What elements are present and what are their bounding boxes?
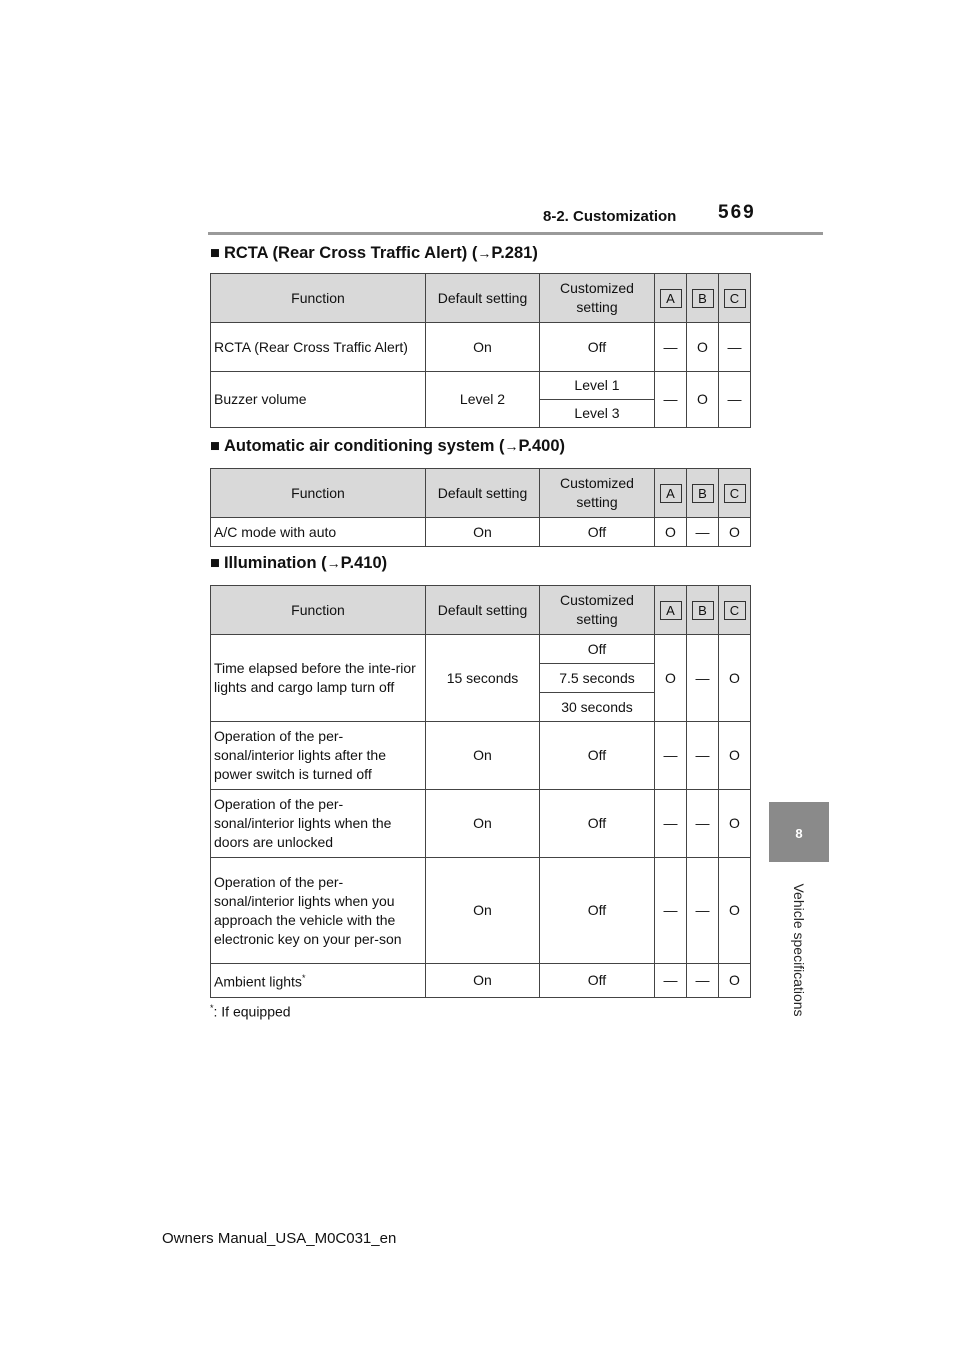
- custom-cell: Off: [540, 964, 655, 998]
- b-cell: O: [687, 372, 719, 428]
- table-row: [211, 858, 751, 964]
- footnote-text: : If equipped: [213, 1003, 291, 1020]
- custom-cell: Off: [540, 323, 655, 372]
- square-bullet-icon: ■: [210, 554, 220, 572]
- default-cell: On: [426, 858, 540, 964]
- c-cell: O: [719, 518, 751, 547]
- settings-table-air-conditioning: [210, 468, 751, 547]
- c-cell: O: [719, 722, 751, 790]
- custom-cell: 7.5 seconds: [540, 664, 655, 693]
- section-heading-illumination: [210, 554, 387, 573]
- function-cell: [211, 964, 426, 998]
- custom-cell: Off: [540, 858, 655, 964]
- custom-cell: Level 3: [540, 400, 655, 428]
- column-header-default: Default setting: [426, 469, 540, 518]
- default-cell: On: [426, 518, 540, 547]
- column-header-default: Default setting: [426, 274, 540, 323]
- a-cell: O: [655, 518, 687, 547]
- footnote-marker: *: [301, 973, 306, 984]
- function-cell: Time elapsed before the inte-rior lights and cargo lamp turn off: [211, 635, 426, 722]
- footnote: [210, 1003, 291, 1020]
- c-cell: O: [719, 635, 751, 722]
- default-cell: On: [426, 790, 540, 858]
- table-row: [211, 790, 751, 858]
- column-header-b: [687, 586, 719, 635]
- function-cell: RCTA (Rear Cross Traffic Alert): [211, 323, 426, 372]
- function-cell: Operation of the per-sonal/interior lights when the doors are unlocked: [211, 790, 426, 858]
- c-cell: O: [719, 964, 751, 998]
- heading-title: Illumination (: [223, 554, 327, 572]
- default-cell: On: [426, 722, 540, 790]
- chapter-number: 8: [795, 826, 803, 841]
- b-cell: O: [687, 323, 719, 372]
- heading-title: RCTA (Rear Cross Traffic Alert) (: [223, 244, 478, 262]
- default-cell: Level 2: [426, 372, 540, 428]
- page-footer: Owners Manual_USA_M0C031_en: [162, 1230, 397, 1247]
- page-number: 569: [718, 202, 756, 223]
- function-cell: Operation of the per-sonal/interior lights when you approach the vehicle with the electronic key on your per-son: [211, 858, 426, 964]
- column-header-default: Default setting: [426, 586, 540, 635]
- column-header-customized: Customized setting: [540, 469, 655, 518]
- custom-cell: Off: [540, 635, 655, 664]
- column-header-function: Function: [211, 469, 426, 518]
- column-header-function: Function: [211, 274, 426, 323]
- section-title: 8-2. Customization: [543, 208, 677, 225]
- column-header-function: Function: [211, 586, 426, 635]
- badge-c: C: [724, 289, 746, 308]
- badge-c: C: [724, 484, 746, 503]
- b-cell: —: [687, 964, 719, 998]
- a-cell: —: [655, 790, 687, 858]
- column-header-customized: Customized setting: [540, 586, 655, 635]
- a-cell: —: [655, 964, 687, 998]
- function-cell: A/C mode with auto: [211, 518, 426, 547]
- badge-c: C: [724, 601, 746, 620]
- page-reference-link[interactable]: P.281): [491, 244, 538, 262]
- badge-a: A: [660, 289, 682, 308]
- settings-table-rcta: [210, 273, 751, 428]
- a-cell: O: [655, 635, 687, 722]
- settings-table-illumination: [210, 585, 751, 998]
- page-reference-link[interactable]: P.410): [340, 554, 388, 572]
- arrow-right-icon: →: [477, 245, 492, 261]
- column-header-a: [655, 469, 687, 518]
- default-cell: 15 seconds: [426, 635, 540, 722]
- custom-cell: Off: [540, 790, 655, 858]
- badge-b: B: [692, 484, 714, 503]
- b-cell: —: [687, 635, 719, 722]
- table-header-row: [211, 586, 751, 635]
- table-row: [211, 635, 751, 664]
- arrow-right-icon: →: [504, 438, 519, 454]
- function-text: Ambient lights: [214, 973, 302, 990]
- chapter-label: Vehicle specifications: [791, 883, 807, 1017]
- square-bullet-icon: ■: [210, 437, 220, 455]
- c-cell: —: [719, 323, 751, 372]
- b-cell: —: [687, 518, 719, 547]
- default-cell: On: [426, 323, 540, 372]
- column-header-c: [719, 586, 751, 635]
- arrow-right-icon: →: [326, 555, 341, 571]
- badge-b: B: [692, 601, 714, 620]
- a-cell: —: [655, 858, 687, 964]
- header-divider: [208, 232, 823, 235]
- b-cell: —: [687, 790, 719, 858]
- heading-title: Automatic air conditioning system (: [223, 437, 505, 455]
- function-cell: Operation of the per-sonal/interior lights after the power switch is turned off: [211, 722, 426, 790]
- column-header-a: [655, 586, 687, 635]
- page-reference-link[interactable]: P.400): [518, 437, 566, 455]
- table-row: [211, 722, 751, 790]
- badge-a: A: [660, 601, 682, 620]
- custom-cell: Off: [540, 518, 655, 547]
- chapter-tab: [769, 802, 829, 862]
- square-bullet-icon: ■: [210, 244, 220, 262]
- c-cell: O: [719, 858, 751, 964]
- table-row: [211, 964, 751, 998]
- table-row: [211, 323, 751, 372]
- section-heading-rcta: [210, 244, 538, 263]
- footnote-marker: *: [210, 1003, 214, 1013]
- c-cell: —: [719, 372, 751, 428]
- column-header-b: [687, 469, 719, 518]
- column-header-b: [687, 274, 719, 323]
- column-header-c: [719, 469, 751, 518]
- badge-b: B: [692, 289, 714, 308]
- a-cell: —: [655, 722, 687, 790]
- a-cell: —: [655, 323, 687, 372]
- custom-cell: Off: [540, 722, 655, 790]
- badge-a: A: [660, 484, 682, 503]
- table-row: [211, 518, 751, 547]
- column-header-a: [655, 274, 687, 323]
- function-cell: Buzzer volume: [211, 372, 426, 428]
- table-row: [211, 372, 751, 400]
- c-cell: O: [719, 790, 751, 858]
- column-header-customized: Customized setting: [540, 274, 655, 323]
- column-header-c: [719, 274, 751, 323]
- b-cell: —: [687, 858, 719, 964]
- custom-cell: Level 1: [540, 372, 655, 400]
- table-header-row: [211, 469, 751, 518]
- section-heading-air-conditioning: [210, 437, 565, 456]
- default-cell: On: [426, 964, 540, 998]
- a-cell: —: [655, 372, 687, 428]
- custom-cell: 30 seconds: [540, 693, 655, 722]
- table-header-row: [211, 274, 751, 323]
- b-cell: —: [687, 722, 719, 790]
